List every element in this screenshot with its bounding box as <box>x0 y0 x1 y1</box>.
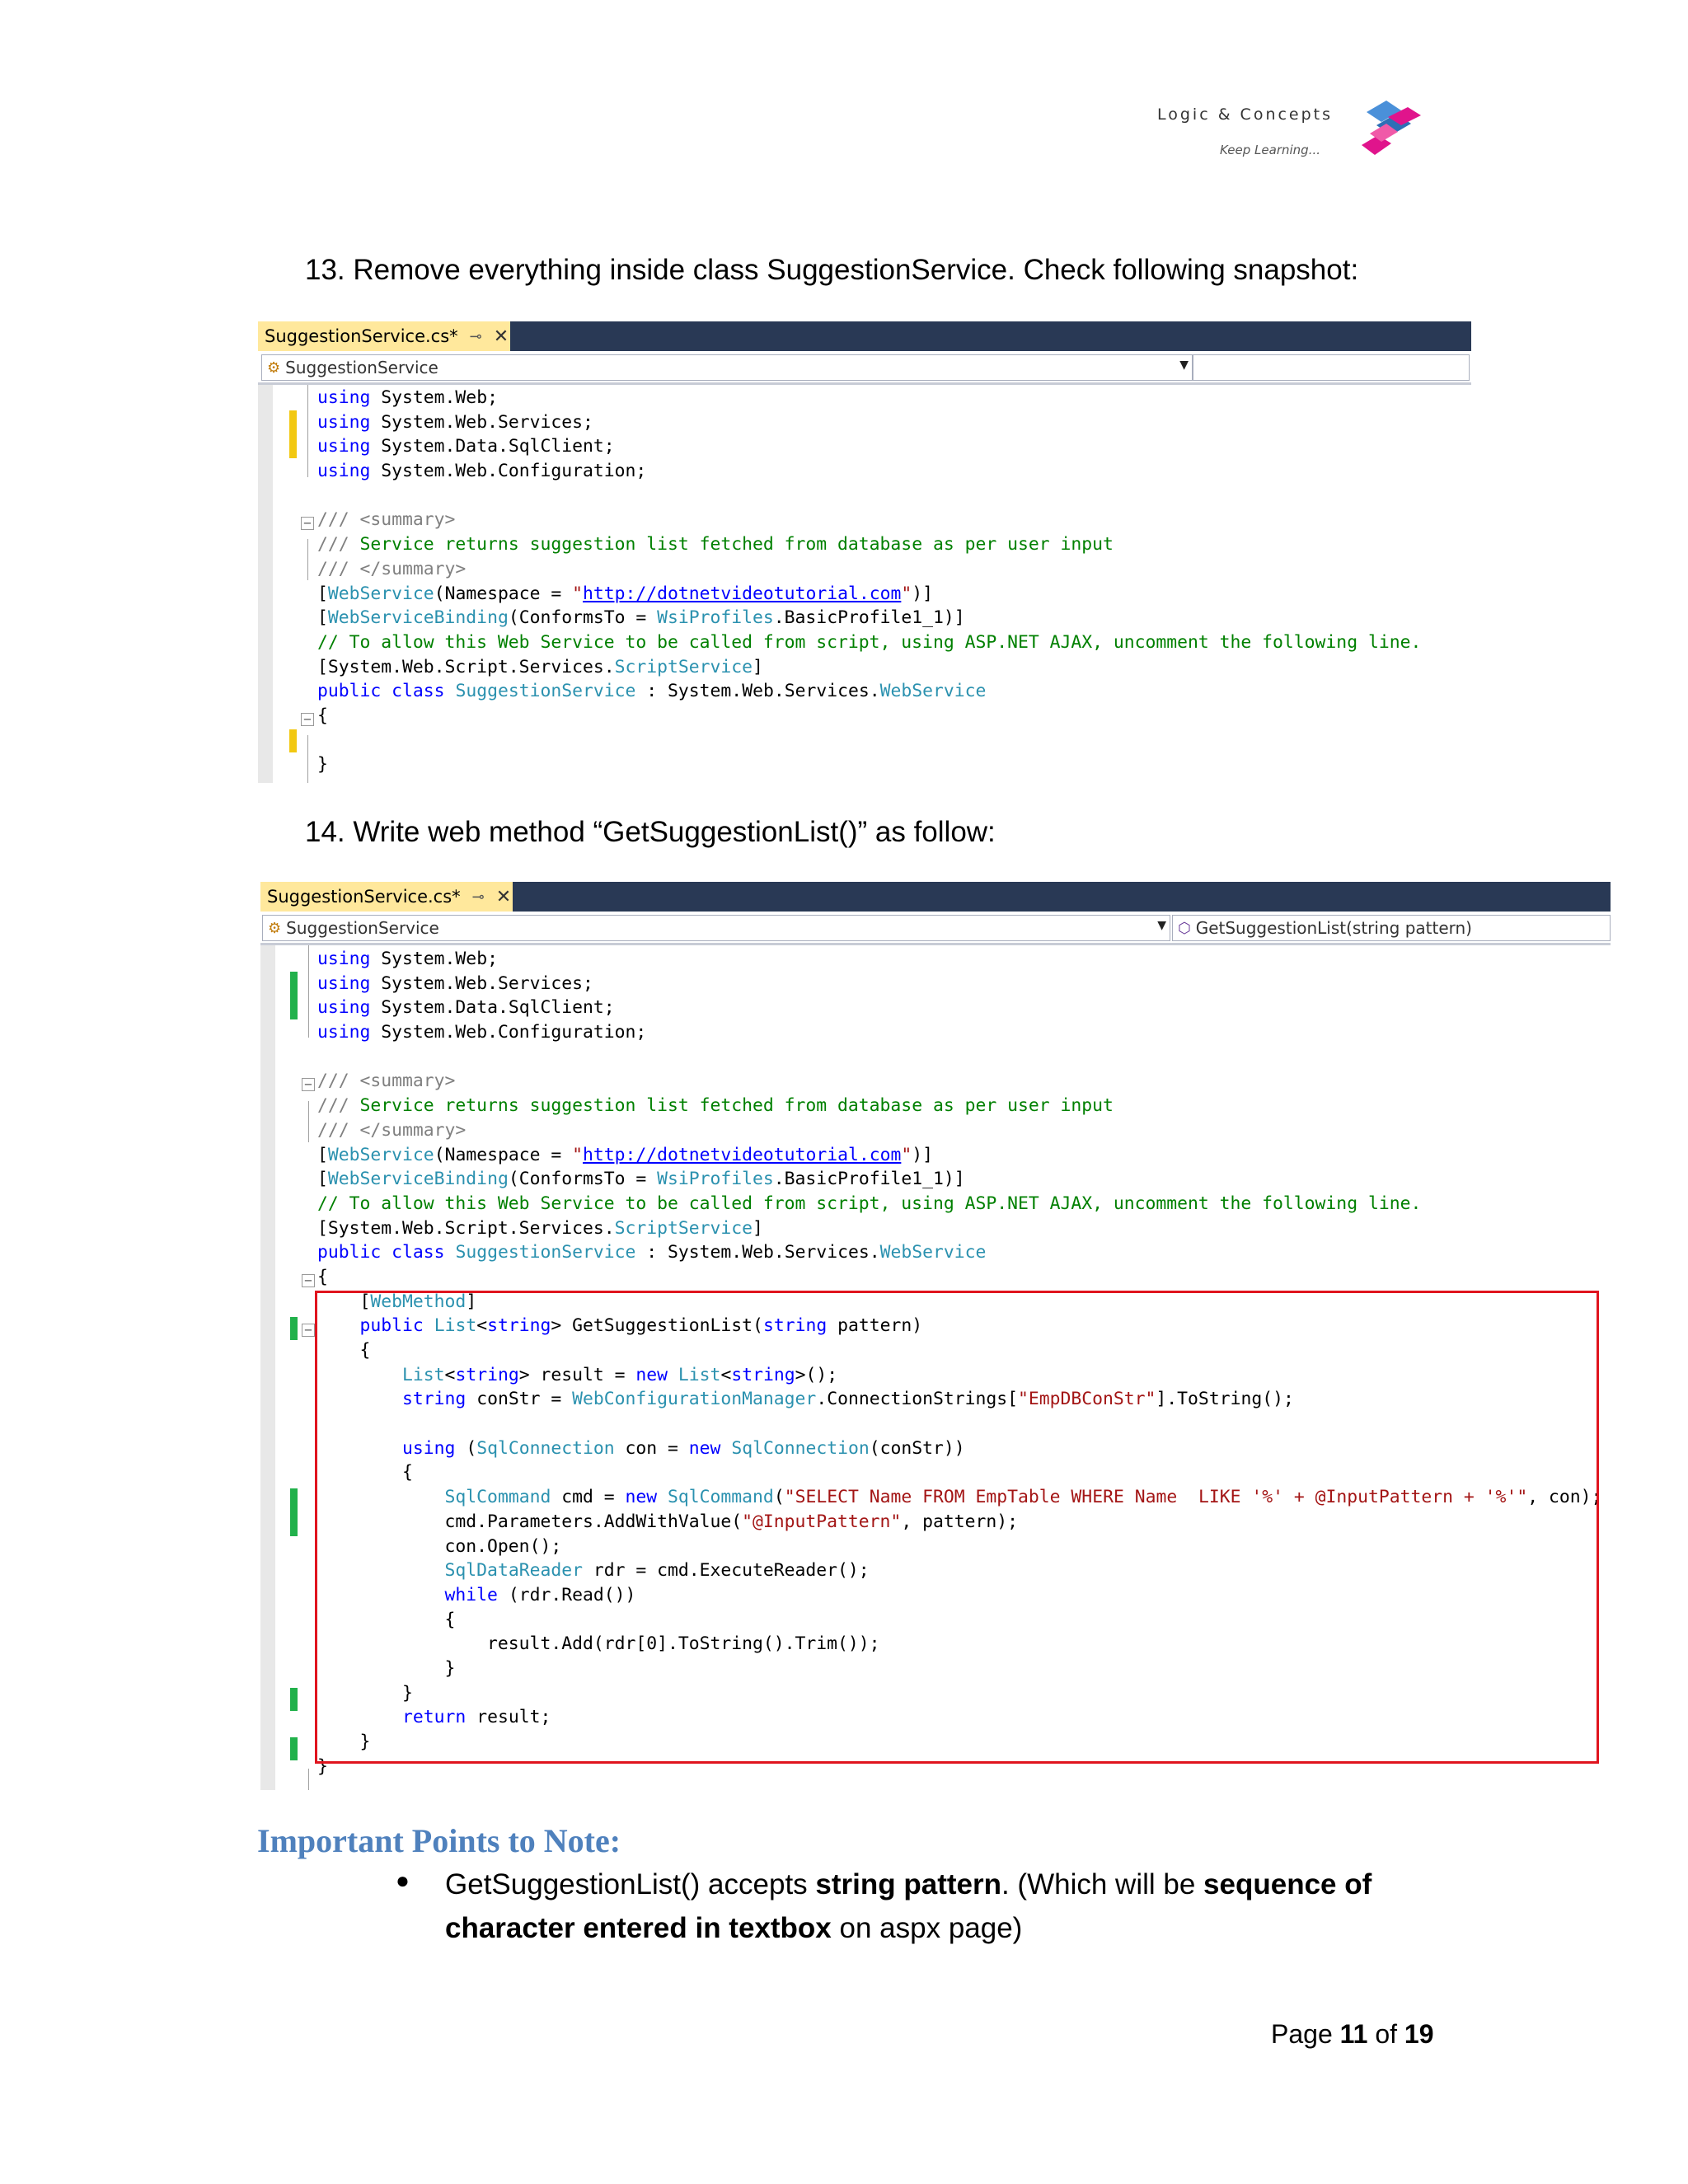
member-dropdown-label: GetSuggestionList(string pattern) <box>1195 918 1472 938</box>
change-marker <box>290 1488 298 1536</box>
outline-guide <box>308 945 309 1038</box>
member-dropdown[interactable] <box>1193 354 1470 381</box>
change-marker <box>290 1737 298 1760</box>
step-14-text: 14. Write web method “GetSuggestionList()” as follow: <box>305 816 996 848</box>
tab-suggestionservice[interactable] <box>258 321 510 351</box>
chevron-down-icon: ▼ <box>1179 359 1189 372</box>
code-editor-1 <box>258 321 1471 783</box>
tab-label: SuggestionService.cs* <box>267 887 461 907</box>
outline-guide <box>307 385 308 477</box>
navigation-bar <box>260 912 1611 945</box>
step-13-text: 13. Remove everything inside class SuggestionService. Check following snapshot: <box>305 254 1359 286</box>
change-marker <box>289 410 297 458</box>
change-marker <box>290 1317 298 1340</box>
chevron-down-icon: ▼ <box>1157 919 1166 932</box>
page-label: Page <box>1271 2019 1333 2049</box>
close-icon[interactable]: ✕ <box>493 326 509 347</box>
collapse-icon[interactable]: − <box>302 1324 315 1337</box>
page-total: 19 <box>1404 2019 1434 2049</box>
class-dropdown-label: SuggestionService <box>286 918 439 938</box>
class-dropdown-label: SuggestionService <box>285 358 438 377</box>
code-text-1: using System.Web; using System.Web.Services; using System.Data.SqlClient; using System.Web.Configuration; /// <summary> /// Service returns suggestion list fetched from database as per user input /// </summary> [WebService(Namespace = "http://dotnetvideotutorial.com")] [WebServiceBinding(ConformsTo = WsiProfiles.BasicProfile1_1)] // To allow this Web Service to be called from script, using ASP.NET AJAX, uncomment the following line. [System.Web.Script.Services.ScriptService] public class SuggestionService : System.Web.Services.WebService { } <box>317 387 1422 776</box>
code-text-2: using System.Web; using System.Web.Services; using System.Data.SqlClient; using System.Web.Configuration; /// <summary> /// Service returns suggestion list fetched from database as per user input /// </summary> [WebService(Namespace = "http://dotnetvideotutorial.com")] [WebServiceBinding(ConformsTo = WsiProfiles.BasicProfile1_1)] // To allow this Web Service to be called from script, using ASP.NET AJAX, uncomment the following line. [System.Web.Script.Services.ScriptService] public class SuggestionService : System.Web.Services.WebService { [WebMethod] public List<string> GetSuggestionList(string pattern) { List<string> result = new List<string>(); string conStr = WebConfigurationManager.ConnectionStrings["EmpDBConStr"].ToString(); using (SqlConnection con = new SqlConnection(conStr)) { SqlCommand cmd = new SqlCommand("SELECT Name FROM EmpTable WHERE Name LIKE '%' + @InputPattern + '%'", con); cmd.Parameters.AddWithValue("@InputPattern", pattern); con.Open(); SqlDataReader rdr = cmd.ExecuteReader(); while (rdr.Read()) { result.Add(rdr[0].ToString().Trim()); } } return result; } } <box>317 949 1602 1777</box>
tab-suggestionservice[interactable] <box>260 882 513 912</box>
class-dropdown[interactable] <box>262 915 1170 941</box>
method-icon: ⬡ <box>1178 919 1191 937</box>
pin-icon[interactable]: ⊸ <box>469 327 482 345</box>
note-bullet-1: GetSuggestionList() accepts string pattern. (Which will be sequence of character entered in textbox on aspx page) <box>445 1868 1372 1944</box>
editor-gutter <box>260 945 275 1790</box>
class-icon: ⚙ <box>267 359 281 377</box>
change-marker <box>289 729 297 752</box>
collapse-icon[interactable]: − <box>301 713 314 726</box>
member-dropdown[interactable] <box>1172 915 1611 941</box>
outline-guide <box>307 735 308 783</box>
page-number <box>1271 2019 1434 2050</box>
navigation-bar <box>258 351 1471 385</box>
class-dropdown[interactable] <box>261 354 1193 381</box>
close-icon[interactable]: ✕ <box>495 886 512 907</box>
class-icon: ⚙ <box>268 919 282 937</box>
bullet-icon: ● <box>396 1868 410 1893</box>
code-editor-2 <box>260 882 1611 1790</box>
editor-gutter <box>258 385 273 783</box>
page-current: 11 <box>1339 2019 1368 2049</box>
collapse-icon[interactable]: − <box>302 1078 315 1091</box>
collapse-icon[interactable]: − <box>302 1274 315 1287</box>
outline-guide <box>308 1769 309 1790</box>
notes-heading: Important Points to Note: <box>257 1822 621 1859</box>
change-marker <box>290 1688 298 1711</box>
outline-guide <box>307 539 308 580</box>
logo-title: Logic & Concepts <box>1157 105 1334 124</box>
outline-guide <box>308 1101 309 1142</box>
collapse-icon[interactable]: − <box>301 517 314 530</box>
change-marker <box>290 972 298 1019</box>
logo-tagline: Keep Learning... <box>1220 143 1320 157</box>
pin-icon[interactable]: ⊸ <box>471 888 485 906</box>
page-of: of <box>1375 2019 1398 2049</box>
tab-label: SuggestionService.cs* <box>265 326 458 346</box>
logo-icon <box>1358 97 1423 160</box>
highlight-box <box>315 1291 1599 1764</box>
